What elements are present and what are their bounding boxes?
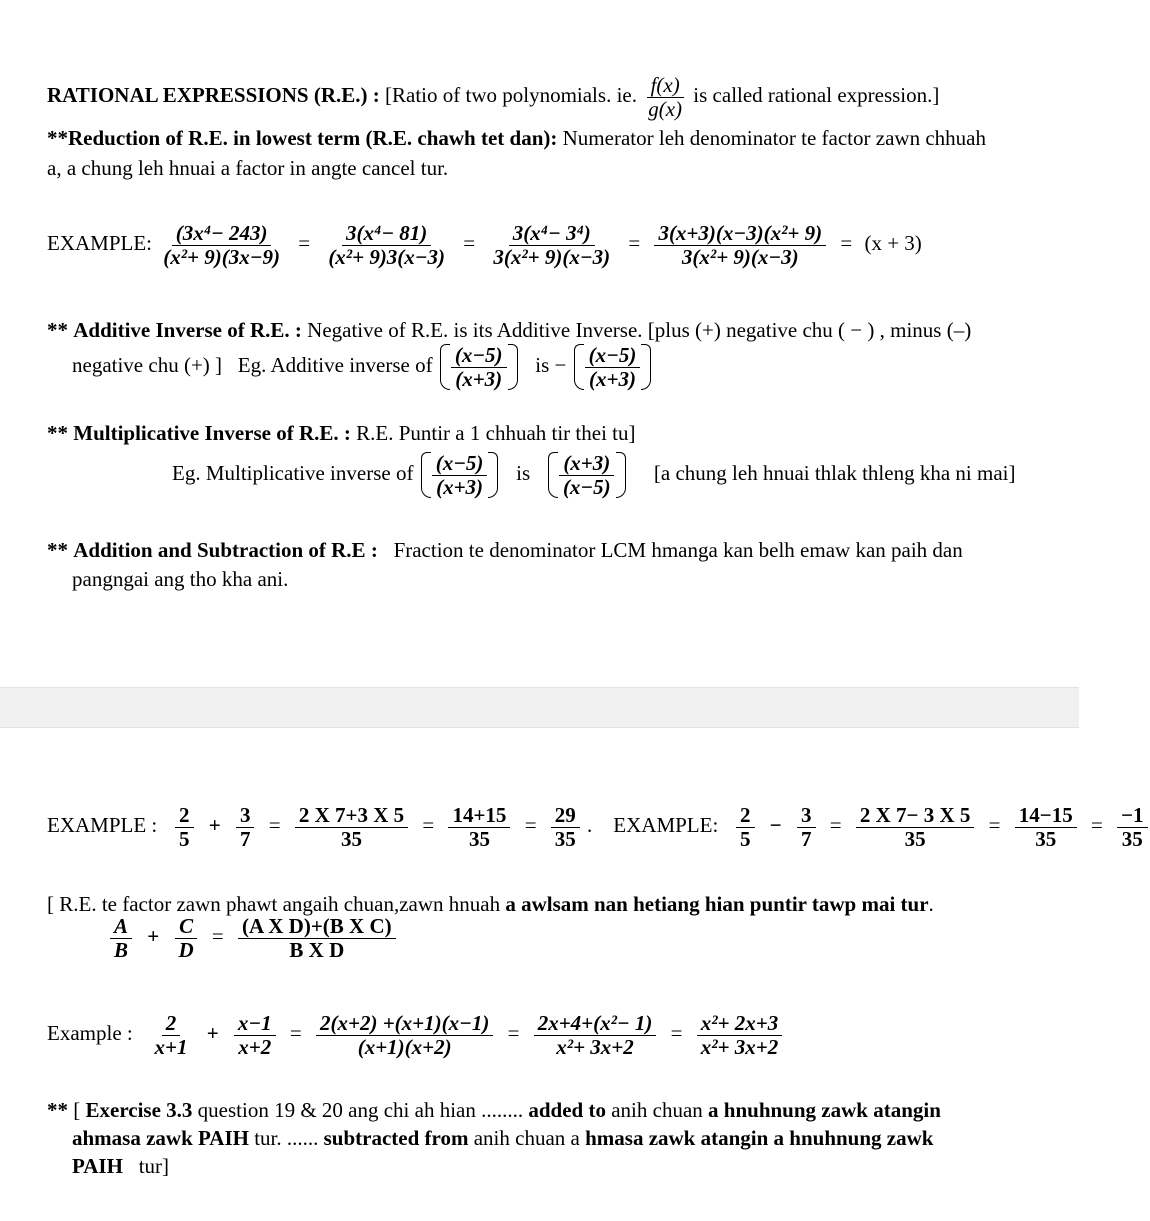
fraction-denominator: 35 [1035, 826, 1057, 851]
multiplicative-inverse-text-3: is [516, 460, 531, 485]
minus-operator: − [769, 812, 782, 837]
fraction-numerator: 2 [162, 1012, 181, 1036]
fraction-numerator: 2(x+2) +(x+1)(x−1) [316, 1012, 493, 1036]
fraction-denominator: B X D [289, 937, 345, 962]
multiplicative-inverse-note: [a chung leh hnuai thlak thleng kha ni mai] [653, 460, 1016, 485]
fraction-denominator: (x+3) [436, 474, 484, 499]
fraction-denominator: (x−5) [562, 474, 611, 499]
example-1-result: (x + 3) [864, 230, 922, 255]
example-3-fraction-4 [534, 1012, 657, 1058]
fraction-numerator: (x+3) [559, 452, 614, 476]
reduction-body-line1: Numerator leh denominator te factor zawn chhuah [562, 126, 986, 150]
plus-operator: + [208, 812, 221, 837]
exercise-text-11: tur] [138, 1154, 170, 1178]
example-2-add-label: EXAMPLE : [47, 812, 158, 837]
example-1-fraction-1 [159, 222, 284, 268]
fraction-denominator: (x+1)(x+2) [357, 1034, 452, 1059]
fraction-numerator: A [110, 915, 132, 939]
example-2-add-fraction-4 [448, 804, 510, 850]
abcd-formula-row [108, 915, 708, 961]
fraction-denominator: 35 [340, 826, 362, 851]
multiplicative-inverse-heading: Multiplicative Inverse of R.E. : [73, 421, 351, 445]
fraction-denominator: 5 [179, 826, 190, 851]
example-2-sub-fraction-3 [856, 804, 975, 850]
fraction-numerator: C [175, 915, 197, 939]
fraction-numerator: (x−5) [585, 344, 641, 368]
example-2-sub-fraction-1 [736, 804, 755, 850]
fraction-numerator: 29 [551, 804, 580, 828]
page-break-separator [0, 687, 1079, 728]
example-1-fraction-4 [654, 222, 826, 268]
exercise-note-line-3 [72, 1152, 672, 1180]
exercise-text-5: ahmasa zawk PAIH [72, 1126, 249, 1150]
fraction-numerator: 3 [797, 804, 816, 828]
fraction-numerator: x²+ 2x+3 [697, 1012, 782, 1036]
fraction-numerator: −1 [1117, 804, 1147, 828]
exercise-text-4: a hnuhnung zawk atangin [708, 1098, 941, 1122]
addition-subtraction-heading-line [47, 536, 1067, 564]
equals-sign-2: = [988, 812, 1001, 837]
exercise-text-8: anih chuan a [473, 1126, 580, 1150]
additive-inverse-fraction-1 [451, 344, 507, 390]
multiplicative-inverse-fraction-2 [559, 452, 615, 498]
equals-sign-1: = [829, 812, 842, 837]
fraction-denominator: (x+3) [455, 366, 503, 391]
example-2-add-period: . [587, 812, 593, 837]
refactor-note-end: . [928, 892, 934, 916]
additive-inverse-heading-line [47, 316, 1092, 344]
example-3-fraction-1 [150, 1012, 191, 1058]
fraction-denominator: D [178, 937, 194, 962]
fraction-numerator: (3x⁴− 243) [172, 222, 272, 246]
example-1-equation-row [47, 222, 1087, 268]
refactor-note-plain: [ R.E. te factor zawn phawt angaih chuan,zawn hnuah [47, 892, 501, 916]
equals-sign-2: = [422, 812, 435, 837]
addition-subtraction-text-2: pangngai ang tho kha ani. [72, 567, 289, 591]
fraction-numerator: (x−5) [432, 452, 488, 476]
additive-inverse-bracketed-fraction-2 [574, 344, 652, 390]
fx-gx-fraction [644, 74, 686, 120]
fraction-denominator: 7 [239, 826, 251, 851]
exercise-text-2-added-to: added to [528, 1098, 606, 1122]
refactor-note-bold: a awlsam nan hetiang hian puntir tawp mai tur [505, 892, 929, 916]
exercise-text-3: anih chuan [611, 1098, 703, 1122]
title-text-before: [Ratio of two polynomials. ie. [385, 82, 637, 107]
exercise-marker: ** [47, 1098, 68, 1122]
example-2-add-fraction-1 [175, 804, 194, 850]
equals-sign-3: = [1090, 812, 1103, 837]
example-1-label: EXAMPLE: [47, 230, 152, 255]
abcd-fraction-3 [238, 915, 396, 961]
example-2-sub-label: EXAMPLE: [613, 812, 719, 837]
multiplicative-inverse-bracketed-fraction-2 [548, 452, 626, 498]
exercise-note-line-2 [72, 1124, 1072, 1152]
fraction-denominator: 35 [904, 826, 926, 851]
fraction-numerator: 3 [236, 804, 255, 828]
example-2-add-fraction-5 [551, 804, 580, 850]
fraction-denominator: (x²+ 9)(3x−9) [163, 244, 280, 269]
equals-sign-4: = [840, 230, 853, 255]
fraction-numerator: (x−5) [451, 344, 507, 368]
fraction-numerator: (A X D)+(B X C) [238, 915, 396, 939]
reduction-body-line2: a, a chung leh hnuai a factor in angte cancel tur. [47, 156, 449, 180]
example-3-fraction-3 [316, 1012, 493, 1058]
rational-expressions-heading-line [47, 74, 1082, 120]
plus-operator: + [147, 923, 160, 948]
equals-sign-1: = [268, 812, 281, 837]
exercise-text-1: question 19 & 20 ang chi ah hian ........ [197, 1098, 524, 1122]
example-3-fraction-5 [697, 1012, 782, 1058]
addition-subtraction-heading: Addition and Subtraction of R.E : [73, 538, 378, 562]
fraction-denominator: (x+3) [589, 366, 636, 391]
fx-numerator: f(x) [647, 74, 684, 98]
example-2-sub-fraction-2 [797, 804, 816, 850]
example-1-fraction-3 [489, 222, 614, 268]
equals-sign: = [211, 923, 224, 948]
fraction-denominator: 35 [554, 826, 576, 851]
example-2-sub-fraction-5 [1117, 804, 1147, 850]
multiplicative-inverse-heading-line [47, 419, 1047, 447]
exercise-note-line-1 [47, 1096, 1077, 1124]
additive-inverse-example-line [72, 344, 1072, 390]
additive-inverse-text-2: negative chu (+) ] [72, 352, 223, 377]
fraction-numerator: 2 X 7− 3 X 5 [856, 804, 975, 828]
addsub-marker: ** [47, 538, 68, 562]
multiplicative-inverse-text-1: R.E. Puntir a 1 chhuah tir thei tu] [356, 421, 636, 445]
addition-subtraction-text-1: Fraction te denominator LCM hmanga kan belh emaw kan paih dan [393, 538, 963, 562]
additive-inverse-text-3: Eg. Additive inverse of [237, 352, 433, 377]
fraction-denominator: 3(x²+ 9)(x−3) [493, 244, 611, 269]
fraction-numerator: x−1 [234, 1012, 276, 1036]
additive-inverse-fraction-2 [585, 344, 641, 390]
fraction-numerator: 3(x+3)(x−3)(x²+ 9) [654, 222, 826, 246]
example-2-add-fraction-2 [236, 804, 255, 850]
fraction-numerator: 2x+4+(x²− 1) [534, 1012, 657, 1036]
exercise-text-9: hmasa zawk atangin a hnuhnung zawk [585, 1126, 934, 1150]
plus-operator: + [206, 1020, 219, 1045]
fraction-denominator: x+2 [238, 1034, 272, 1059]
fraction-numerator: 14−15 [1015, 804, 1077, 828]
multiplicative-inverse-text-2: Eg. Multiplicative inverse of [172, 460, 414, 485]
equals-sign-2: = [507, 1020, 520, 1045]
fraction-denominator: 35 [1121, 826, 1143, 851]
multiplicative-inverse-fraction-1 [432, 452, 488, 498]
example-2-row [47, 803, 1144, 851]
example-3-label: Example : [47, 1020, 133, 1045]
example-3-fraction-2 [234, 1012, 276, 1058]
example-2-add-fraction-3 [295, 804, 408, 850]
fraction-numerator: 3(x⁴− 3⁴) [509, 222, 595, 246]
fraction-denominator: x²+ 3x+2 [700, 1034, 779, 1059]
page-title: RATIONAL EXPRESSIONS (R.E.) : [47, 82, 380, 107]
example-1-fraction-2 [324, 222, 449, 268]
example-2-sub-fraction-4 [1015, 804, 1077, 850]
fraction-denominator: 5 [740, 826, 751, 851]
exercise-text-7-subtracted-from: subtracted from [323, 1126, 469, 1150]
multiplicative-inverse-example-line [172, 452, 1072, 498]
fraction-numerator: 14+15 [448, 804, 510, 828]
title-text-after: is called rational expression.] [693, 82, 940, 107]
abcd-fraction-2 [174, 915, 197, 961]
example-3-row [47, 1012, 947, 1058]
fraction-denominator: 7 [801, 826, 812, 851]
gx-denominator: g(x) [648, 96, 683, 121]
additive-inverse-text-4: is − [535, 352, 567, 377]
fraction-numerator: 2 X 7+3 X 5 [295, 804, 408, 828]
equals-sign-3: = [524, 812, 537, 837]
fraction-numerator: 2 [736, 804, 755, 828]
exercise-text-10: PAIH [72, 1154, 123, 1178]
fraction-denominator: x+1 [154, 1034, 188, 1059]
additive-inverse-text-1: Negative of R.E. is its Additive Inverse. [plus (+) negative chu ( − ) , minus (–) [307, 318, 972, 342]
fraction-numerator: 2 [175, 804, 194, 828]
exercise-open-bracket: [ [73, 1098, 81, 1122]
fraction-numerator: 3(x⁴− 81) [342, 222, 431, 246]
multiplicative-inverse-bracketed-fraction-1 [421, 452, 499, 498]
equals-sign-2: = [463, 230, 476, 255]
abcd-fraction-1 [110, 915, 132, 961]
fraction-denominator: B [114, 937, 129, 962]
reduction-heading: **Reduction of R.E. in lowest term (R.E. chawh tet dan): [47, 126, 558, 150]
exercise-title: Exercise 3.3 [85, 1098, 193, 1122]
fraction-denominator: 35 [468, 826, 490, 851]
equals-sign-1: = [298, 230, 311, 255]
reduction-heading-line [47, 124, 1092, 152]
fraction-denominator: x²+ 3x+2 [556, 1034, 634, 1059]
equals-sign-1: = [289, 1020, 302, 1045]
exercise-text-6: tur. ...... [254, 1126, 319, 1150]
equals-sign-3: = [628, 230, 641, 255]
additive-inverse-heading: Additive Inverse of R.E. : [73, 318, 302, 342]
additive-inverse-bracketed-fraction-1 [440, 344, 518, 390]
equals-sign-3: = [670, 1020, 683, 1045]
multiplicative-marker: ** [47, 421, 68, 445]
fraction-denominator: (x²+ 9)3(x−3) [328, 244, 446, 269]
additive-marker: ** [47, 318, 68, 342]
fraction-denominator: 3(x²+ 9)(x−3) [681, 244, 799, 269]
